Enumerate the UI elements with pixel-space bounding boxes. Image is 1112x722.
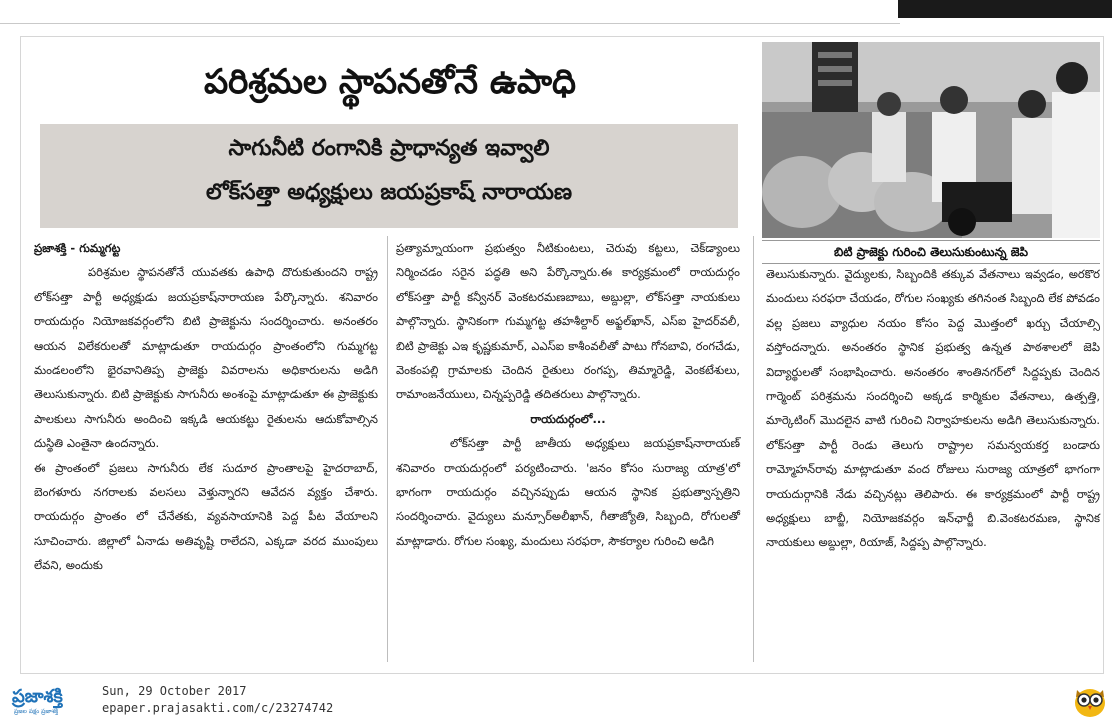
column-2-subhead: రాయదుర్గంలో...: [530, 411, 606, 426]
top-rule: [0, 23, 900, 24]
logo-wordmark: ప్రజాశక్తి: [12, 686, 63, 707]
article-headline: పరిశ్రమల స్థాపనతోనే ఉపాధి: [203, 62, 577, 102]
article-column-3: [766, 262, 1100, 555]
logo-tagline: ప్రజల పక్షం ప్రజాశక్తి: [14, 708, 59, 715]
top-dark-block: [898, 0, 1112, 18]
article-column-2: [396, 236, 740, 553]
prajasakti-logo[interactable]: [10, 680, 94, 716]
news-photo-illustration: [762, 42, 1100, 238]
prajasakti-logo-mark: [10, 680, 94, 716]
photo-caption: బిటి ప్రాజెక్టు గురించి తెలుసుకుంటున్న జెపి: [762, 240, 1100, 264]
footer-bar: [0, 676, 1112, 722]
owl-icon-graphic: [1072, 684, 1108, 718]
article-dateline: ప్రజాశక్తి - గుమ్మగట్ట: [34, 241, 121, 255]
owl-icon[interactable]: [1072, 684, 1108, 718]
column-2-paragraph-2: లోక్‌సత్తా పార్టీ జాతీయ అధ్యక్షులు జయప్రకాష్‌నారాయణ్‌ శనివారం రాయదుర్గంలో పర్యటించారు. 'జనం కోసం సురాజ్య యాత్ర'లో భాగంగా రాయదుర్గం వచ్చినప్పుడు ఆయన స్థానిక ప్రభుత్వాస్పత్రిని సందర్శించారు. వైద్యులు మన్సూర్‌అలీఖాన్‌, గీతాజ్యోతి, సిబ్బంది, రోగులతో మాట్లాడారు. రోగుల సంఖ్య, మందులు సరఫరా, సౌకర్యాల గురించి అడిగి: [396, 436, 740, 548]
article-column-1: [34, 236, 378, 578]
subheadline-line-2: లోక్‌సత్తా అధ్యక్షులు జయప్రకాష్‌ నారాయణ: [205, 180, 573, 205]
column-divider-2: [753, 236, 754, 662]
column-1-paragraph-2: ఈ ప్రాంతంలో ప్రజలు సాగునీరు లేక సుదూర ప్రాంతాలపై హైదరాబాద్‌, బెంగళూరు నగరాలకు వలసలు వెళ్తున్నారని ఆవేదన వ్యక్తం చేశారు. రాయదుర్గం ప్రాంతం లో చేనేతకు, వ్యవసాయానికి పెద్ద పీట వేయాలని సూచించారు. జిల్లాలో ఏనాడు అతివృష్టి రాలేదని, ఎక్కడా వరద ముంపులు లేవని, అందుకు: [34, 460, 378, 573]
subheadline-box: [40, 124, 738, 228]
footer-url[interactable]: epaper.prajasakti.com/c/23274742: [102, 701, 334, 715]
column-3-paragraph-1: తెలుసుకున్నారు. వైద్యులకు, సిబ్బందికి తక్కువ వేతనాలు ఇవ్వడం, అరకొర మందులు సరఫరా చేయడం, రోగుల సంఖ్యకు తగినంత సిబ్బంది లేక పోవడం వల్ల ప్రజలు వ్యాధుల నయం కోసం పెద్ద మొత్తంలో ఖర్చు చేయాల్సి వస్తోందన్నారు. అనంతరం స్థానిక ప్రభుత్వ ఉన్నత పాఠశాలలో జెపి విద్యార్థులతో సంభాషించారు. అనంతరం శాంతినగర్‌లో సిద్దప్పకు చెందిన గార్మెంట్‌ పరిశ్రమను సందర్శించి అక్కడ కార్మికుల వేతనాలు, ఉత్పత్తి, మార్కెటింగ్‌ మొదలైన వాటి గురించి నిర్వాహకులను అడిగి తెలుసుకున్నారు. లోక్‌సత్తా పార్టీ రెండు తెలుగు రాష్ట్రాల సమన్వయకర్త బండారు రామ్మోహన్‌రావు మాట్లాడుతూ వంద రోజులు సురాజ్య యాత్రలో భాగంగా రాయదుర్గానికి నేడు వచ్చినట్లు తెలిపారు. ఈ కార్యక్రమంలో పార్టీ రాష్ట్ర అధ్యక్షులు బాబ్జీ, నియోజకవర్గం ఇన్‌ఛార్జీ బి.వెంకటరమణ, స్థానిక నాయకులు అబ్దుల్లా, రియాజ్‌, సిద్దప్ప పాల్గొన్నారు.: [766, 267, 1100, 550]
column-2-paragraph-1: ప్రత్యామ్నాయంగా ప్రభుత్వం నీటికుంటలు, చెరువు కట్టలు, చెక్‌డ్యాంలు నిర్మించడం సరైన పద్ధతి అని పేర్కొన్నారు.ఈ కార్యక్రమంలో రాయదుర్గం లోక్‌సత్తా పార్టీ కన్వీనర్‌ వెంకటరమణబాబు, అబ్దుల్లా, లోక్‌సత్తా నాయకులు పాల్గొన్నారు. స్థానికంగా గుమ్మగట్ట తహశీల్దార్‌ అఫ్జల్‌ఖాన్‌, ఎస్‌ఐ హైదర్‌వలీ, బిటి ప్రాజెక్టు ఎఇ కృష్ణకుమార్‌, ఎఎస్‌ఐ కాశీంవలీతో పాటు గోనబావి, రంగచేడు, వెంకంపల్లి గ్రామాలకు చెందిన రైతులు రంగప్ప, తిమ్మారెడ్డి, వెంకటేశులు, రామాంజనేయులు, చిన్నప్పరెడ్డి తదితరులు పాల్గొన్నారు.: [396, 241, 740, 402]
footer-date: Sun, 29 October 2017: [102, 684, 247, 698]
column-1-paragraph-1: పరిశ్రమల స్థాపనతోనే యువతకు ఉపాధి దొరుకుతుందని రాష్ట్ర లోక్‌సత్తా పార్టీ అధ్యక్షుడు జయప్రకాష్‌నారాయణ పేర్కొన్నారు. శనివారం రాయదుర్గం నియోజకవర్గంలోని బిటి ప్రాజెక్టును సందర్శించారు. అనంతరం ఆయన విలేకరులతో మాట్లాడుతూ రాయదుర్గం ప్రాంతంలోని గుమ్మగట్ట మండలంలోని భైరవానితిప్ప ప్రాజెక్టు వివరాలను అధికారులను అడిగి తెలుసుకున్నారు. బిటి ప్రాజెక్టుకు సాగునీరు అంశంపై మాట్లాడుతూ ఈ ప్రాజెక్టుకు పాలకులు సాగునీరు అందించి ఇక్కడి ఆయకట్టు రైతులను ఆదుకోవాల్సిన దుస్థితి ఎంతైనా ఉందన్నారు.: [34, 265, 378, 451]
subheadline-line-1: సాగునీటి రంగానికి ప్రాధాన్యత ఇవ్వాలి: [228, 136, 550, 161]
news-photo: [762, 42, 1100, 238]
column-divider-1: [387, 236, 388, 662]
